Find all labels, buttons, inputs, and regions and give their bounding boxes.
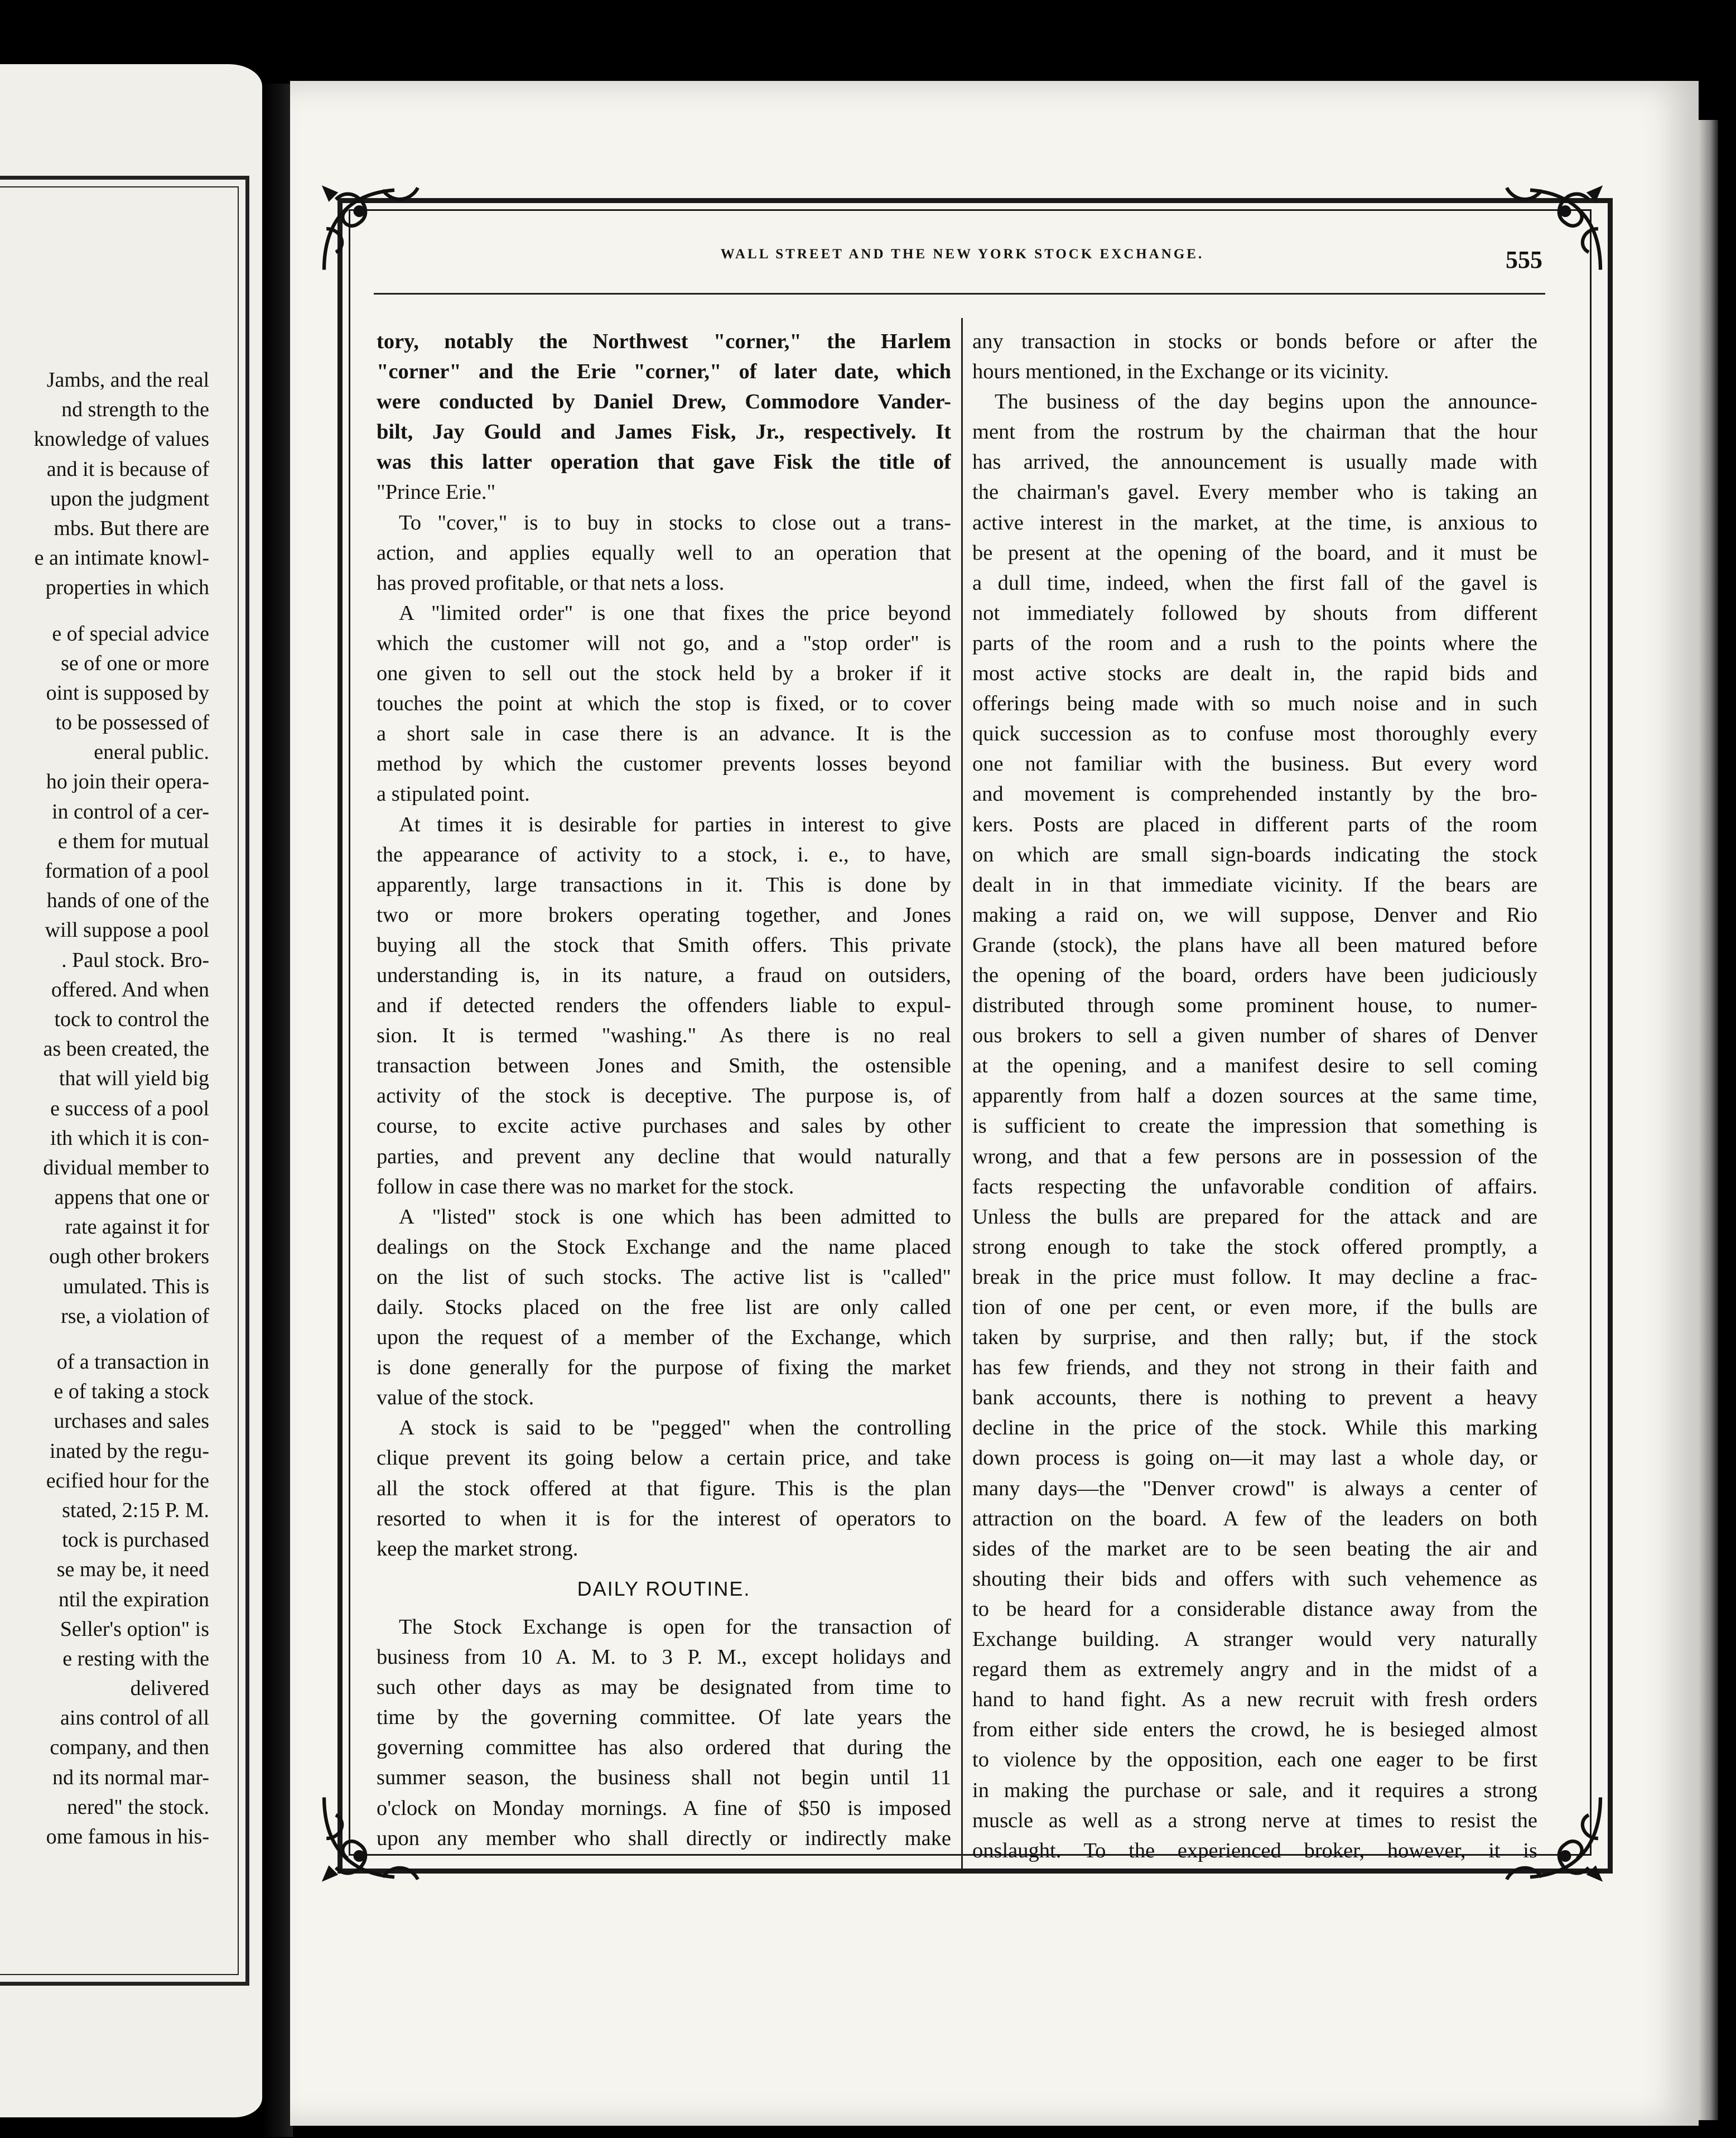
column-2-line: in making the purchase or sale, and it requires a strong bbox=[972, 1778, 1537, 1802]
column-2-line: has arrived, the announcement is usually made with bbox=[972, 450, 1537, 474]
column-1-line: on the list of such stocks. The active list is "called" bbox=[377, 1265, 951, 1289]
column-2-line: down process is going on—it may last a whole day, or bbox=[972, 1446, 1537, 1470]
left-page-line: ho join their opera- bbox=[46, 770, 209, 794]
column-1-line: course, to excite active purchases and sales by other bbox=[377, 1114, 951, 1138]
column-1-line: follow in case there was no market for the stock. bbox=[377, 1174, 794, 1198]
column-2-line: not immediately followed by shouts from different bbox=[972, 601, 1537, 625]
column-1-line: upon the request of a member of the Exchange, which bbox=[377, 1326, 951, 1350]
column-1-line: is done generally for the purpose of fixing the market bbox=[377, 1356, 951, 1380]
left-page-line: oint is supposed by bbox=[46, 681, 209, 705]
column-2-line: distributed through some prominent house, to numer- bbox=[972, 994, 1537, 1018]
left-page-line: that will yield big bbox=[59, 1067, 209, 1091]
left-page-line: appens that one or bbox=[54, 1186, 209, 1210]
column-1-line: tory, notably the Northwest "corner," the Harlem bbox=[377, 330, 951, 353]
column-1-line: governing committee has also ordered that during the bbox=[377, 1736, 951, 1760]
column-1-line: business from 10 A. M. to 3 P. M., except holidays and bbox=[377, 1645, 951, 1669]
left-page-line: in control of a cer- bbox=[52, 800, 209, 824]
left-page-line: properties in which bbox=[45, 576, 209, 600]
column-1-line: "Prince Erie." bbox=[377, 480, 496, 504]
column-2-line: the opening of the board, orders have been judiciously bbox=[972, 963, 1537, 987]
column-2-line: onslaught. To the experienced broker, however, it is bbox=[972, 1838, 1537, 1862]
column-2-line: one not familiar with the business. But every word bbox=[972, 752, 1537, 776]
left-page-line: ntil the expiration bbox=[58, 1587, 209, 1611]
column-1-line: dealings on the Stock Exchange and the name placed bbox=[377, 1235, 951, 1259]
column-2-line: muscle as well as a strong nerve at times to resist the bbox=[972, 1808, 1537, 1832]
column-2-line: to violence by the opposition, each one eager to be first bbox=[972, 1748, 1537, 1772]
left-page-line: e an intimate knowl- bbox=[34, 546, 209, 570]
column-1-line: bilt, Jay Gould and James Fisk, Jr., respectively. It bbox=[377, 420, 951, 444]
column-2-line: ous brokers to sell a given number of shares of Denver bbox=[972, 1024, 1537, 1048]
column-2-line: Exchange building. A stranger would very naturally bbox=[972, 1627, 1537, 1651]
column-2-line: any transaction in stocks or bonds before or after the bbox=[972, 330, 1537, 353]
left-page-line: e resting with the bbox=[62, 1646, 209, 1670]
left-page-line: delivered bbox=[130, 1677, 209, 1701]
column-2-line: kers. Posts are placed in different parts of the room bbox=[972, 812, 1537, 836]
corner-ornament-icon bbox=[312, 176, 430, 282]
left-page-line: of a transaction in bbox=[56, 1350, 209, 1374]
left-page-line: rate against it for bbox=[65, 1215, 209, 1239]
left-page-line: e of special advice bbox=[52, 622, 209, 646]
column-1-line: The Stock Exchange is open for the transaction of bbox=[399, 1615, 951, 1639]
column-2-line: parts of the room and a rush to the points where the bbox=[972, 631, 1537, 655]
column-2-line: to be heard for a considerable distance away from the bbox=[972, 1597, 1537, 1621]
left-page-line: hands of one of the bbox=[46, 889, 209, 913]
column-2-line: active interest in the market, at the time, is anxious to bbox=[972, 511, 1537, 534]
column-2-line: Unless the bulls are prepared for the attack and are bbox=[972, 1205, 1537, 1229]
left-page-line: ith which it is con- bbox=[50, 1126, 209, 1150]
left-page-line: ome famous in his- bbox=[46, 1825, 209, 1848]
column-2-line: the chairman's gavel. Every member who is taking an bbox=[972, 480, 1537, 504]
column-1-line: value of the stock. bbox=[377, 1386, 534, 1410]
column-1-line: one given to sell out the stock held by a broker if it bbox=[377, 662, 951, 686]
page-number: 555 bbox=[1506, 246, 1542, 273]
header-rule bbox=[374, 293, 1545, 295]
column-1-line: "corner" and the Erie "corner," of later date, which bbox=[377, 360, 951, 384]
column-1-line: At times it is desirable for parties in interest to give bbox=[399, 812, 951, 836]
column-1-line: DAILY ROUTINE. bbox=[577, 1577, 751, 1600]
left-page-line: as been created, the bbox=[43, 1037, 209, 1061]
column-1-line: A "listed" stock is one which has been admitted to bbox=[399, 1205, 951, 1229]
column-1-line: transaction between Jones and Smith, the ostensible bbox=[377, 1054, 951, 1078]
column-2-line: Grande (stock), the plans have all been matured before bbox=[972, 933, 1537, 957]
left-page-line: will suppose a pool bbox=[45, 918, 209, 942]
left-facing-page bbox=[0, 64, 262, 2117]
column-1-line: To "cover," is to buy in stocks to close out a trans- bbox=[399, 511, 951, 534]
column-1-line: upon any member who shall directly or indirectly make bbox=[377, 1826, 951, 1850]
left-page-line: nd its normal mar- bbox=[52, 1765, 209, 1789]
left-page-line: knowledge of values bbox=[33, 427, 209, 451]
column-1-line: touches the point at which the stop is fixed, or to cover bbox=[377, 692, 951, 716]
left-page-line: se of one or more bbox=[61, 651, 209, 675]
text-column-2 bbox=[972, 326, 1537, 1866]
column-2-line: tion of one per cent, or even more, if the bulls are bbox=[972, 1296, 1537, 1319]
column-2-line: ment from the rostrum by the chairman that the hour bbox=[972, 420, 1537, 444]
left-page-line: Seller's option" is bbox=[60, 1617, 209, 1641]
left-page-line bbox=[0, 1331, 209, 1347]
column-2-line: at the opening, and a manifest desire to sell coming bbox=[972, 1054, 1537, 1078]
column-2-line: strong enough to take the stock offered promptly, a bbox=[972, 1235, 1537, 1259]
column-1-line: keep the market strong. bbox=[377, 1537, 578, 1561]
left-page-line: stated, 2:15 P. M. bbox=[62, 1498, 209, 1522]
left-page-line: e success of a pool bbox=[50, 1096, 209, 1120]
column-2-line: regard them as extremely angry and in the midst of a bbox=[972, 1658, 1537, 1682]
column-2-line: offerings being made with so much noise and in such bbox=[972, 692, 1537, 716]
column-2-line: sides of the market are to be seen beating the air and bbox=[972, 1537, 1537, 1561]
column-1-line: such other days as may be designated from time to bbox=[377, 1675, 951, 1699]
column-2-line: break in the price must follow. It may decline a frac- bbox=[972, 1265, 1537, 1289]
left-page-text bbox=[0, 365, 209, 1852]
left-page-line: rse, a violation of bbox=[61, 1304, 209, 1328]
left-page-line: and it is because of bbox=[46, 457, 209, 481]
column-2-line: has few friends, and they not strong in their faith and bbox=[972, 1356, 1537, 1380]
left-page-line: offered. And when bbox=[51, 977, 209, 1001]
column-1-line: understanding is, in its nature, a fraud on outsiders, bbox=[377, 963, 951, 987]
left-page-line: se may be, it need bbox=[56, 1558, 209, 1582]
column-2-line: be present at the opening of the board, and it must be bbox=[972, 541, 1537, 565]
left-page-line: to be possessed of bbox=[55, 711, 209, 735]
column-1-line: apparently, large transactions in it. This is done by bbox=[377, 873, 951, 897]
left-page-line: ecified hour for the bbox=[46, 1468, 209, 1492]
column-1-line: two or more brokers operating together, and Jones bbox=[377, 903, 951, 927]
column-1-line: all the stock offered at that figure. This is the plan bbox=[377, 1476, 951, 1500]
left-page-line: inated by the regu- bbox=[50, 1439, 209, 1463]
column-2-line: The business of the day begins upon the announce- bbox=[995, 390, 1537, 414]
column-1-line: was this latter operation that gave Fisk the title of bbox=[377, 450, 951, 474]
column-1-line: a short sale in case there is an advance. It is the bbox=[377, 722, 951, 746]
left-page-line: Jambs, and the real bbox=[46, 368, 209, 392]
left-page-line: e them for mutual bbox=[57, 829, 209, 853]
column-1-line: A stock is said to be "pegged" when the controlling bbox=[399, 1416, 951, 1440]
column-1-line: and if detected renders the offenders liable to expul- bbox=[377, 994, 951, 1018]
book-gutter bbox=[262, 84, 293, 2137]
left-page-line: mbs. But there are bbox=[54, 516, 209, 540]
left-page-line: company, and then bbox=[50, 1736, 209, 1760]
left-page-line: eneral public. bbox=[94, 740, 209, 764]
column-2-line: decline in the price of the stock. While this marking bbox=[972, 1416, 1537, 1440]
column-2-line: apparently from half a dozen sources at the same time, bbox=[972, 1084, 1537, 1108]
column-1-line: parties, and prevent any decline that would naturally bbox=[377, 1144, 951, 1168]
left-page-line: ains control of all bbox=[60, 1706, 209, 1730]
column-2-line: attraction on the board. A few of the leaders on both bbox=[972, 1506, 1537, 1530]
left-page-line: . Paul stock. Bro- bbox=[61, 948, 209, 972]
column-1-line: A "limited order" is one that fixes the price beyond bbox=[399, 601, 951, 625]
column-1-line: activity of the stock is deceptive. The purpose is, of bbox=[377, 1084, 951, 1108]
column-1-line: which the customer will not go, and a "stop order" is bbox=[377, 631, 951, 655]
column-2-line: facts respecting the unfavorable condition of affairs. bbox=[972, 1174, 1537, 1198]
column-1-line: a stipulated point. bbox=[377, 782, 530, 806]
column-2-line: most active stocks are dealt in, the rapid bids and bbox=[972, 662, 1537, 686]
column-2-line: taken by surprise, and then rally; but, if the stock bbox=[972, 1326, 1537, 1350]
column-1-line: daily. Stocks placed on the free list are only called bbox=[377, 1296, 951, 1319]
column-2-line: a dull time, indeed, when the first fall of the gavel is bbox=[972, 571, 1537, 595]
column-2-line: quick succession as to confuse most thoroughly every bbox=[972, 722, 1537, 746]
column-1-line: buying all the stock that Smith offers. This private bbox=[377, 933, 951, 957]
left-page-line: formation of a pool bbox=[45, 859, 209, 883]
column-2-line: making a raid on, we will suppose, Denver and Rio bbox=[972, 903, 1537, 927]
column-2-line: on which are small sign-boards indicating the stock bbox=[972, 842, 1537, 866]
left-page-line: nd strength to the bbox=[61, 398, 209, 422]
column-2-line: hours mentioned, in the Exchange or its vicinity. bbox=[972, 360, 1390, 384]
column-1-line: time by the governing committee. Of late years the bbox=[377, 1706, 951, 1730]
running-title: WALL STREET AND THE NEW YORK STOCK EXCHANGE. bbox=[720, 247, 1204, 262]
left-page-line: ough other brokers bbox=[49, 1245, 209, 1269]
left-page-line: tock is purchased bbox=[62, 1528, 209, 1552]
left-page-line: urchases and sales bbox=[54, 1409, 209, 1433]
column-2-line: and movement is comprehended instantly by the bro- bbox=[972, 782, 1537, 806]
column-rule bbox=[961, 318, 963, 1869]
left-page-line: nered" the stock. bbox=[66, 1795, 209, 1819]
column-1-line: o'clock on Monday mornings. A fine of $50 is imposed bbox=[377, 1796, 951, 1820]
column-1-line: the appearance of activity to a stock, i. e., to have, bbox=[377, 842, 951, 866]
left-page-line bbox=[0, 603, 209, 619]
page-edge bbox=[1699, 120, 1718, 2120]
column-2-line: dealt in in that immediate vicinity. If the bears are bbox=[972, 873, 1537, 897]
column-1-line: clique prevent its going below a certain price, and take bbox=[377, 1446, 951, 1470]
left-page-line: dividual member to bbox=[43, 1155, 209, 1179]
column-1-line: resorted to when it is for the interest of operators to bbox=[377, 1506, 951, 1530]
column-1-line: has proved profitable, or that nets a loss. bbox=[377, 571, 725, 595]
column-1-line: summer season, the business shall not begin until 11 bbox=[377, 1766, 951, 1790]
column-1-line: were conducted by Daniel Drew, Commodore Vander- bbox=[377, 390, 951, 414]
column-2-line: shouting their bids and offers with such vehemence as bbox=[972, 1567, 1537, 1591]
left-page-line: umulated. This is bbox=[62, 1274, 209, 1298]
left-page-line: e of taking a stock bbox=[54, 1380, 209, 1404]
column-2-line: hand to hand fight. As a new recruit with fresh orders bbox=[972, 1688, 1537, 1712]
column-2-line: wrong, and that a few persons are in possession of the bbox=[972, 1144, 1537, 1168]
column-1-line: method by which the customer prevents losses beyond bbox=[377, 752, 951, 776]
column-2-line: from either side enters the crowd, he is besieged almost bbox=[972, 1718, 1537, 1742]
column-2-line: many days—the "Denver crowd" is always a center of bbox=[972, 1476, 1537, 1500]
column-1-line: sion. It is termed "washing." As there is no real bbox=[377, 1024, 951, 1048]
column-2-line: bank accounts, there is nothing to prevent a heavy bbox=[972, 1386, 1537, 1410]
column-2-line: is sufficient to create the impression that something is bbox=[972, 1114, 1537, 1138]
column-1-line: action, and applies equally well to an operation that bbox=[377, 541, 951, 565]
left-page-line: upon the judgment bbox=[50, 487, 209, 511]
left-page-line: tock to control the bbox=[54, 1007, 209, 1031]
text-column-1 bbox=[377, 326, 951, 1853]
